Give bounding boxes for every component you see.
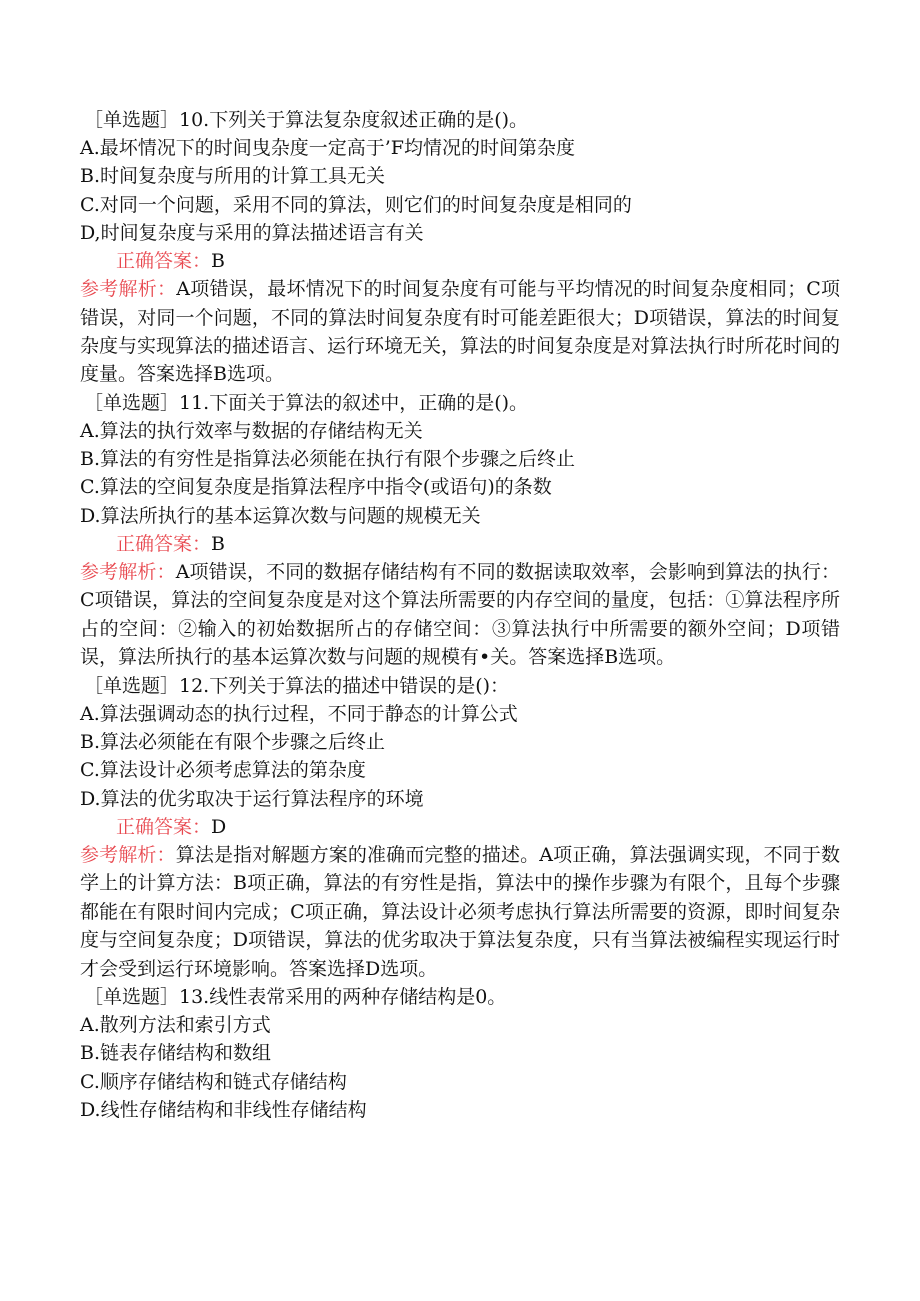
answer-value: B: [211, 532, 225, 555]
question-10: [80, 106, 840, 389]
question-head: ［单选题］13.线性表常采用的两种存储结构是0。: [84, 985, 507, 1008]
analysis-label: 参考解析：: [80, 561, 176, 584]
question-11: [80, 389, 840, 672]
correct-answer: [80, 813, 840, 841]
option-a: A.算法的执行效率与数据的存储结构无关: [80, 420, 423, 443]
option-a: A.最坏情况下的时间曳杂度一定高于’F均情况的时间第杂度: [80, 137, 575, 160]
question-head: ［单选题］11.下面关于算法的叙述中，正确的是()。: [84, 391, 529, 414]
answer-label: 正确答案：: [116, 532, 212, 555]
correct-answer: [80, 247, 840, 275]
analysis-label: 参考解析：: [80, 278, 177, 301]
question-head: ［单选题］12.下列关于算法的描述中错误的是()：: [84, 674, 510, 697]
option-d: D.算法的优劣取决于运行算法程序的环境: [80, 787, 424, 810]
question-13: [80, 983, 840, 1124]
option-c: C.顺序存储结构和链式存储结构: [80, 1070, 347, 1093]
option-b: B.算法的有穷性是指算法必须能在执行有限个步骤之后终止: [80, 448, 576, 471]
answer-value: B: [211, 250, 225, 273]
option-c: C.算法的空间复杂度是指算法程序中指令(或语句)的条数: [80, 476, 552, 499]
answer-label: 正确答案：: [116, 250, 212, 273]
answer-label: 正确答案：: [116, 815, 212, 838]
analysis-text: A项错误，最坏情况下的时间复杂度有可能与平均情况的时间复杂度相同；C项错误，对同一个问题，不同的算法时间复杂度有时可能差距很大；D项错误，算法的时间复杂度与实现算法的描述语言、运行环境无关，算法的时间复杂度是对算法执行时所花时间的度量。答案选择B选项。: [80, 278, 841, 386]
option-b: B.链表存储结构和数组: [80, 1042, 272, 1065]
option-d: D.算法所执行的基本运算次数与问题的规模无关: [80, 504, 481, 527]
analysis: [80, 841, 840, 983]
question-head: ［单选题］10.下列关于算法复杂度叙述正确的是()。: [84, 109, 529, 131]
question-12: [80, 672, 840, 983]
analysis-text: 算法是指对解题方案的准确而完整的描述。A项正确，算法强调实现，不同于数学上的计算方法：B项正确，算法的有穷性是指，算法中的操作步骤为有限个，且每个步骤都能在有限时间内完成；C项正确，算法设计必须考虑执行算法所需要的资源，即时间复杂度与空间复杂度；D项错误，算法的优劣取决于算法复杂度，只有当算法被编程实现运行时才会受到运行环境影响。答案选择D选项。: [80, 843, 840, 980]
document-page: [80, 106, 840, 1124]
analysis: [80, 558, 840, 672]
option-c: C.对同一个问题，采用不同的算法，则它们的时间复杂度是相同的: [80, 193, 632, 216]
option-a: A.散列方法和索引方式: [80, 1014, 271, 1037]
option-b: B.算法必须能在有限个步骤之后终止: [80, 731, 386, 754]
option-d: D.线性存储结构和非线性存储结构: [80, 1098, 367, 1121]
option-c: C.算法设计必须考虑算法的第杂度: [80, 759, 366, 782]
analysis-label: 参考解析：: [80, 843, 176, 866]
correct-answer: [80, 530, 840, 558]
analysis: [80, 275, 840, 389]
option-a: A.算法强调动态的执行过程，不同于静态的计算公式: [80, 702, 518, 725]
answer-value: D: [211, 815, 227, 838]
analysis-text: A项错误，不同的数据存储结构有不同的数据读取效率，会影响到算法的执行：C项错误，算法的空间复杂度是对这个算法所需要的内存空间的量度，包括：①算法程序所占的空间：②输入的初始数据所占的存储空间：③算法执行中所需要的额外空间；D项错误，算法所执行的基本运算次数与问题的规模有•关。答案选择B选项。: [80, 561, 840, 669]
option-b: B.时间复杂度与所用的计算工具无关: [80, 165, 386, 188]
option-d: D,时间复杂度与采用的算法描述语言有关: [80, 221, 424, 244]
